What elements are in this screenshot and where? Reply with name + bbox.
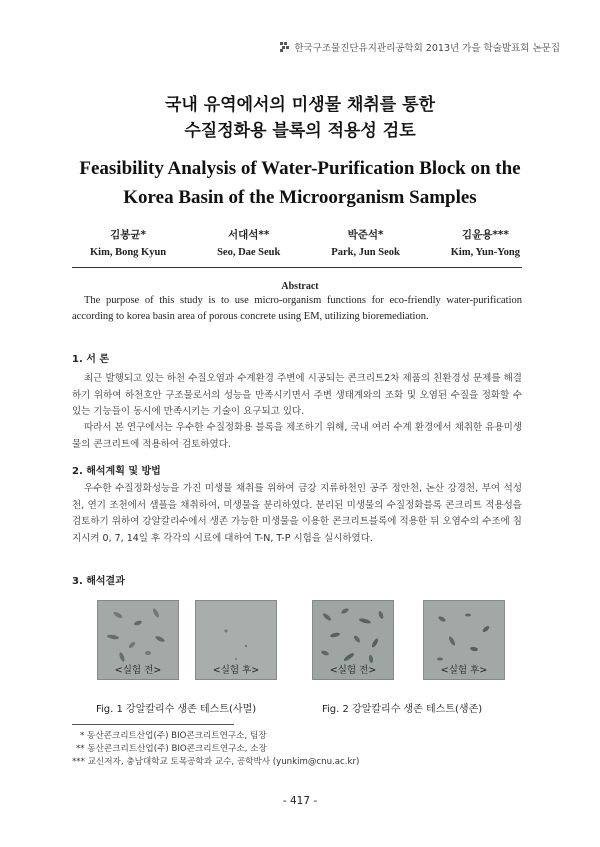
footnote-divider [72, 724, 234, 725]
page-number: - 417 - [282, 795, 318, 807]
author-3 [331, 227, 400, 258]
author-3-korean: 박준석* [347, 229, 384, 241]
society-logo-icon [280, 42, 290, 52]
abstract-heading: Abstract [281, 281, 319, 292]
author-4-korean: 김윤용*** [461, 229, 509, 241]
title-english-line2: Korea Basin of the Microorganism Samples [123, 187, 477, 208]
fig1-before-micrograph [97, 600, 179, 680]
footnote-2: ** 동산콘크리트산업(주) BIO콘크리트연구소, 소장 [76, 744, 267, 754]
title-korean-line2: 수질정화용 블록의 적용성 검토 [184, 121, 416, 141]
fig1-after-label: <실험 후> [212, 665, 260, 676]
fig2-after-micrograph [423, 600, 505, 680]
section-3-heading: 3. 해석결과 [72, 576, 125, 587]
running-header-text: 한국구조물진단유지관리공학회 2013년 가을 학술발표회 논문집 [294, 43, 560, 54]
author-1-korean: 김봉균* [110, 229, 147, 241]
title-korean-line1: 국내 유역에서의 미생물 채취를 통한 [164, 95, 435, 115]
running-header [280, 40, 560, 54]
footnote-3: *** 교신저자, 충남대학교 토목공학과 교수, 공학박사 (yunkim@cnu.ac.kr) [72, 757, 360, 767]
footnote-1: * 동산콘크리트산업(주) BIO콘크리트연구소, 팀장 [80, 731, 267, 741]
fig2-before-micrograph [312, 600, 394, 680]
author-1-english: Kim, Bong Kyun [90, 247, 167, 258]
fig2-caption: Fig. 2 강알칼리수 생존 테스트(생존) [322, 704, 483, 715]
title-english-line1: Feasibility Analysis of Water-Purification Block on the [79, 158, 521, 179]
abstract-body: The purpose of this study is to use micro-organism functions for eco-friendly water-purification according to korea basin area of porous concrete using EM, utilizing bioremediation. [72, 295, 522, 322]
section-2-paragraph-1: 우수한 수질정화성능을 가진 미생물 채취를 위하여 금강 지류하천인 공주 정안천, 논산 강경천, 부여 석성천, 연기 조천에서 샘플을 채취하여, 미생물을 분리하였다. 분리된 미생물의 수질정화블록 콘크리트 적용성을 검토하기 위하여 강알칼리수에서 생존 가능한 미생물을 이용한 콘크리트블록에 적용한 뒤 오염수의 수조에 침지시켜 0, 7, 14일 후 각각의 시료에 대하여 T-N, T-P 시험을 실시하였다. [72, 483, 522, 544]
author-list [90, 227, 520, 258]
author-1 [90, 227, 166, 258]
author-4 [451, 227, 520, 258]
section-1-heading: 1. 서 론 [72, 354, 110, 365]
author-2-korean: 서대석** [228, 229, 270, 241]
section-2-heading: 2. 해석계획 및 방법 [72, 466, 161, 477]
author-4-english: Kim, Yun-Yong [450, 247, 520, 258]
fig1-after-micrograph [195, 600, 277, 680]
section-1-paragraph-1: 최근 발행되고 있는 하천 수질오염과 수계환경 주변에 시공되는 콘크리트2차 제품의 친환경성 문제를 해결하기 위하여 하천호안 구조물로서의 성능을 만족시키면서 주변 생태계와의 조화 및 오염된 수질을 정화할 수 있는 기능들이 동시에 만족시키는 기술이 요구되고 있다. [72, 373, 522, 417]
title-divider [72, 267, 522, 268]
fig1-before-label: <실험 전> [114, 665, 162, 676]
fig2-before-label: <실험 전> [329, 665, 377, 676]
fig1-caption: Fig. 1 강알칼리수 생존 테스트(사멸) [96, 704, 257, 715]
fig2-after-label: <실험 후> [440, 665, 488, 676]
section-1-paragraph-2: 따라서 본 연구에서는 우수한 수질정화용 블록을 제조하기 위해, 국내 여러 수계 환경에서 채취한 유용미생물의 콘크리트에 적용하여 검토하였다. [72, 422, 522, 450]
author-2-english: Seo, Dae Seuk [217, 247, 281, 258]
author-2 [217, 227, 280, 258]
author-3-english: Park, Jun Seok [331, 247, 400, 258]
